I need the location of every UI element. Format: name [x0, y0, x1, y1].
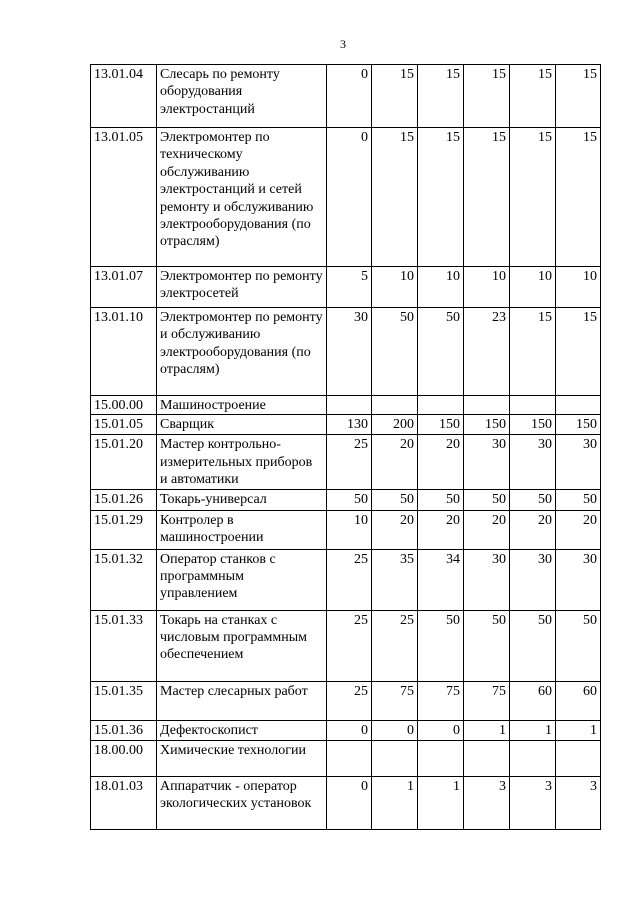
row-value: 25: [327, 610, 372, 681]
row-value: 15: [418, 128, 464, 267]
row-value: 15: [556, 65, 601, 128]
table-row: [91, 681, 601, 720]
row-value: 20: [556, 510, 601, 549]
row-value: 1: [464, 720, 510, 740]
table-row: [91, 489, 601, 510]
row-value: 20: [418, 435, 464, 489]
row-value: 0: [327, 720, 372, 740]
row-code: 15.01.35: [91, 681, 157, 720]
row-value: 5: [327, 267, 372, 308]
row-value: 30: [510, 435, 556, 489]
row-value: 30: [464, 435, 510, 489]
row-code: 13.01.05: [91, 128, 157, 267]
row-value: 15: [510, 308, 556, 396]
table-row: [91, 435, 601, 489]
row-value: 50: [418, 610, 464, 681]
row-value: 30: [510, 549, 556, 610]
row-value: 150: [510, 415, 556, 435]
row-value: 35: [372, 549, 418, 610]
row-value: 150: [418, 415, 464, 435]
row-name: Токарь на станках с числовым программным обеспечением: [157, 610, 327, 681]
row-name: Дефектоскопист: [157, 720, 327, 740]
row-value: 50: [510, 489, 556, 510]
row-value: 30: [556, 549, 601, 610]
row-value: 50: [327, 489, 372, 510]
table-row: [91, 415, 601, 435]
row-code: 13.01.10: [91, 308, 157, 396]
row-value: 0: [418, 720, 464, 740]
table-row: [91, 720, 601, 740]
row-value: 30: [464, 549, 510, 610]
row-name: Химические технологии: [157, 740, 327, 776]
row-value: 75: [464, 681, 510, 720]
table-row: [91, 308, 601, 396]
data-table: [90, 64, 601, 830]
row-value: 15: [510, 65, 556, 128]
row-value: 0: [372, 720, 418, 740]
table-body: [91, 65, 601, 830]
row-code: 15.00.00: [91, 396, 157, 415]
row-code: 15.01.20: [91, 435, 157, 489]
row-name: Аппаратчик - оператор экологических установок: [157, 776, 327, 829]
row-value: 15: [556, 128, 601, 267]
row-value: 25: [327, 549, 372, 610]
row-value: 0: [327, 128, 372, 267]
row-value: [510, 740, 556, 776]
row-value: 1: [372, 776, 418, 829]
row-value: 200: [372, 415, 418, 435]
row-value: 150: [464, 415, 510, 435]
row-value: 3: [510, 776, 556, 829]
row-value: 30: [556, 435, 601, 489]
row-value: 15: [464, 128, 510, 267]
row-name: Мастер контрольно-измерительных приборов и автоматики: [157, 435, 327, 489]
row-value: 10: [556, 267, 601, 308]
row-value: 20: [372, 510, 418, 549]
table-row: [91, 549, 601, 610]
row-value: 15: [510, 128, 556, 267]
row-value: 0: [327, 65, 372, 128]
row-name: Слесарь по ремонту оборудования электростанций: [157, 65, 327, 128]
row-code: 18.01.03: [91, 776, 157, 829]
row-value: 3: [464, 776, 510, 829]
row-value: 25: [372, 610, 418, 681]
row-value: 10: [327, 510, 372, 549]
row-value: [464, 396, 510, 415]
row-name: Электромонтер по техническому обслуживанию электростанций и сетей ремонту и обслуживанию электрооборудования (по отраслям): [157, 128, 327, 267]
row-value: [327, 396, 372, 415]
row-code: 15.01.36: [91, 720, 157, 740]
row-value: 75: [372, 681, 418, 720]
row-value: 75: [418, 681, 464, 720]
page-number: 3: [340, 37, 346, 51]
row-value: 50: [372, 308, 418, 396]
row-value: 20: [418, 510, 464, 549]
row-value: 50: [556, 489, 601, 510]
row-code: 13.01.07: [91, 267, 157, 308]
row-value: 10: [418, 267, 464, 308]
row-value: [372, 740, 418, 776]
row-value: 20: [464, 510, 510, 549]
row-value: 10: [372, 267, 418, 308]
row-value: 150: [556, 415, 601, 435]
row-name: Электромонтер по ремонту и обслуживанию электрооборудования (по отраслям): [157, 308, 327, 396]
row-value: 25: [327, 435, 372, 489]
row-value: [418, 396, 464, 415]
row-code: 15.01.29: [91, 510, 157, 549]
row-value: 15: [464, 65, 510, 128]
row-value: 0: [327, 776, 372, 829]
table-row: [91, 65, 601, 128]
table-row: [91, 740, 601, 776]
row-name: Мастер слесарных работ: [157, 681, 327, 720]
row-value: 10: [464, 267, 510, 308]
row-value: 25: [327, 681, 372, 720]
row-value: 34: [418, 549, 464, 610]
row-name: Электромонтер по ремонту электросетей: [157, 267, 327, 308]
row-value: 3: [556, 776, 601, 829]
row-code: 15.01.33: [91, 610, 157, 681]
row-code: 18.00.00: [91, 740, 157, 776]
row-value: 130: [327, 415, 372, 435]
row-value: 15: [556, 308, 601, 396]
row-value: [327, 740, 372, 776]
row-name: Машиностроение: [157, 396, 327, 415]
row-value: 50: [418, 308, 464, 396]
row-value: 15: [372, 65, 418, 128]
row-value: 15: [418, 65, 464, 128]
row-value: [372, 396, 418, 415]
row-value: 1: [418, 776, 464, 829]
table-row: [91, 510, 601, 549]
table-row: [91, 267, 601, 308]
row-name: Оператор станков с программным управлением: [157, 549, 327, 610]
row-value: 1: [510, 720, 556, 740]
row-value: 60: [556, 681, 601, 720]
row-value: [464, 740, 510, 776]
table-row: [91, 776, 601, 829]
row-value: [556, 396, 601, 415]
row-name: Токарь-универсал: [157, 489, 327, 510]
row-code: 15.01.26: [91, 489, 157, 510]
table-row: [91, 610, 601, 681]
row-value: 60: [510, 681, 556, 720]
table-row: [91, 128, 601, 267]
row-value: 30: [327, 308, 372, 396]
row-value: 23: [464, 308, 510, 396]
row-value: [418, 740, 464, 776]
row-name: Контролер в машиностроении: [157, 510, 327, 549]
row-value: 50: [464, 610, 510, 681]
row-value: 15: [372, 128, 418, 267]
row-value: 50: [372, 489, 418, 510]
row-value: 10: [510, 267, 556, 308]
row-value: 1: [556, 720, 601, 740]
row-value: [556, 740, 601, 776]
row-value: 50: [556, 610, 601, 681]
row-code: 15.01.05: [91, 415, 157, 435]
row-value: 50: [510, 610, 556, 681]
table-row: [91, 396, 601, 415]
row-value: 50: [464, 489, 510, 510]
row-code: 15.01.32: [91, 549, 157, 610]
row-value: 20: [372, 435, 418, 489]
row-code: 13.01.04: [91, 65, 157, 128]
row-value: 50: [418, 489, 464, 510]
row-value: 20: [510, 510, 556, 549]
row-value: [510, 396, 556, 415]
row-name: Сварщик: [157, 415, 327, 435]
